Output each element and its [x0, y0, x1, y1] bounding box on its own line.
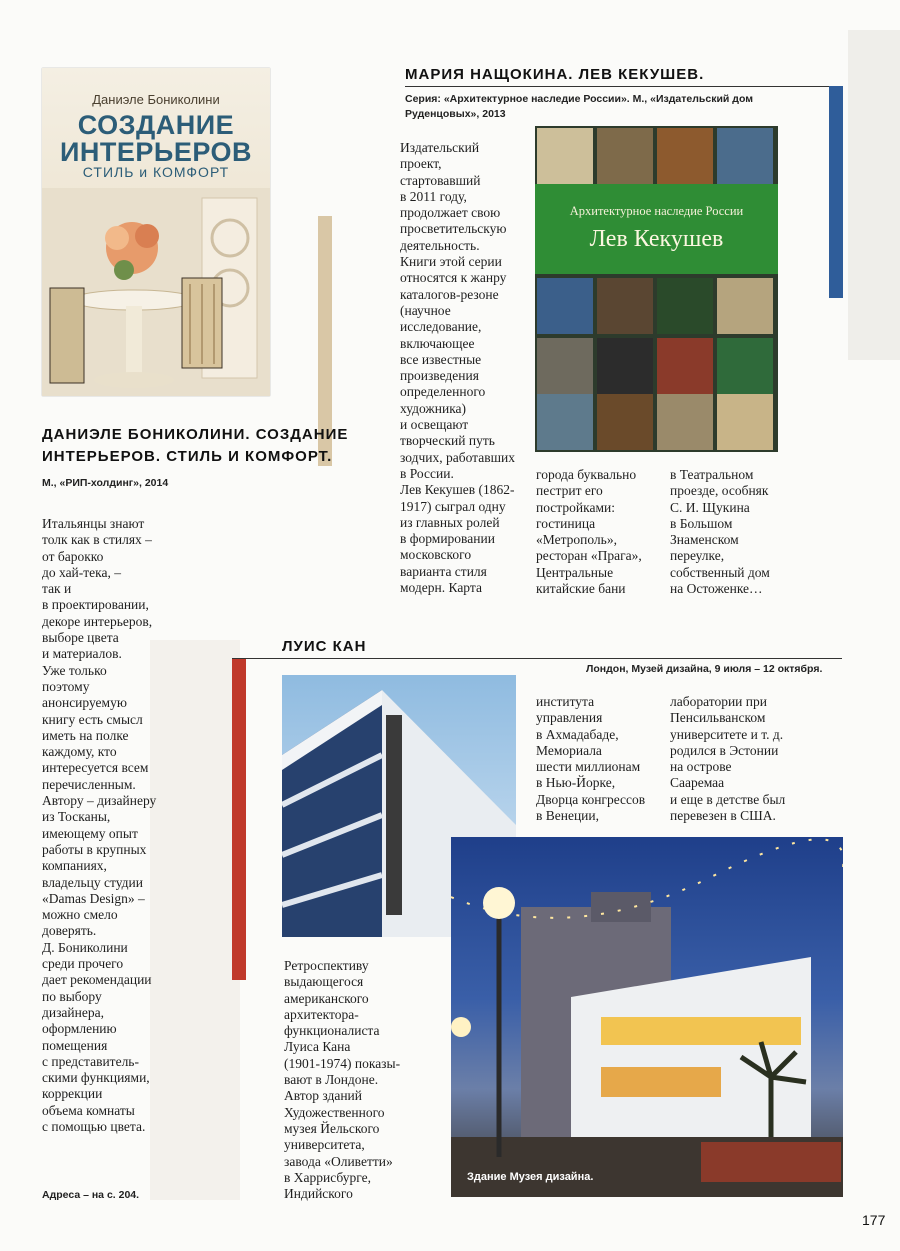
book-cover-interiors	[42, 68, 270, 396]
book2-heading: МАРИЯ НАЩОКИНА. ЛЕВ КЕКУШЕВ.	[405, 66, 705, 83]
cover-title-line2: ИНТЕРЬЕРОВ	[60, 137, 252, 167]
exhibit-col2: института управления в Ахмадабаде, Мемориала шести миллионам в Нью-Йорке, Дворца конгрессов в Венеции,	[536, 694, 646, 824]
exhibit-col3: лаборатории при Пенсильванском университете и т. д. родился в Эстонии на острове Сааремаа и еще в детстве был перевезен в США.	[670, 694, 786, 824]
photo-caption: Здание Музея дизайна.	[467, 1171, 594, 1183]
book1-heading-line1: ДАНИЭЛЕ БОНИКОЛИНИ. СОЗДАНИЕ	[42, 426, 349, 443]
book-cover-kekushev	[535, 126, 778, 452]
cover-title-kekushev: Лев Кекушев	[589, 226, 724, 252]
cover-subtitle: СТИЛЬ и КОМФОРТ	[82, 164, 230, 180]
page-number: 177	[862, 1212, 886, 1228]
book1-source: М., «РИП-холдинг», 2014	[42, 477, 169, 489]
bleed-shadow-right	[848, 30, 900, 360]
book2-heading-rule	[405, 86, 830, 87]
exhibit-col1: Ретроспективу выдающегося американского архитектора- функционалиста Луиса Кана (1901-1974) показы- вают в Лондоне. Автор зданий Художественного музея Йельского университета, завода «Оливетти» в Харрисбурге, Индийского	[284, 958, 401, 1202]
cover-series: Архитектурное наследие России	[569, 204, 744, 218]
exhibit-source: Лондон, Музей дизайна, 9 июля – 12 октября.	[586, 663, 823, 675]
exhibit-heading: ЛУИС КАН	[282, 638, 367, 655]
book1-heading-line2: ИНТЕРЬЕРОВ. СТИЛЬ И КОМФОРТ.	[42, 448, 333, 465]
museum-night-illustration	[451, 837, 843, 1197]
book2-col3: в Театральном проезде, особняк С. И. Щукина в Большом Знаменском переулке, собственный дом на Остоженке…	[670, 467, 770, 597]
addresses-footer: Адреса – на с. 204.	[42, 1189, 140, 1201]
cover-title	[42, 112, 270, 166]
accent-bar-red	[232, 658, 246, 980]
book2-col2: города буквально пестрит его постройками: гостиница «Метрополь», ресторан «Прага», Центральные китайские бани	[536, 467, 642, 597]
book2-col1: Издательский проект, стартовавший в 2011 году, продолжает свою просветительскую деятельность. Книги этой серии относятся к жанру каталогов-резоне (научное исследование, включающее все известные произведения определенного художника) и освещают творческий путь зодчих, работавших в России. Лев Кекушев (1862- 1917) сыграл одну из главных ролей в формировании московского варианта стиля модерн. Карта	[400, 140, 515, 596]
cover-title-line1: СОЗДАНИЕ	[77, 110, 235, 140]
book1-body: Итальянцы знают толк как в стилях – от барокко до хай-тека, – так и в проектировании, декоре интерьеров, выборе цвета и материалов. Уже только поэтому анонсируемую книгу есть смысл иметь на полке каждому, кто интересуется всем перечисленным. Автору – дизайнеру из Тосканы, имеющему опыт работы в крупных компаниях, владельцу студии «Damas Design» – можно смело доверять. Д. Бониколини среди прочего дает рекомендации по выбору дизайнера, оформлению помещения с представитель- скими функциями, коррекции объема комнаты с помощью цвета.	[42, 516, 157, 1134]
photo-design-museum	[451, 837, 843, 1197]
cover-interior-illustration	[42, 188, 270, 396]
book1-heading	[42, 424, 348, 468]
accent-bar-blue	[829, 86, 843, 298]
cover-author: Даниэле Бониколини	[92, 92, 220, 107]
book2-source: Серия: «Архитектурное наследие России». М., «Издательский дом Руденцовых», 2013	[405, 93, 753, 120]
exhibit-heading-rule	[232, 658, 842, 659]
